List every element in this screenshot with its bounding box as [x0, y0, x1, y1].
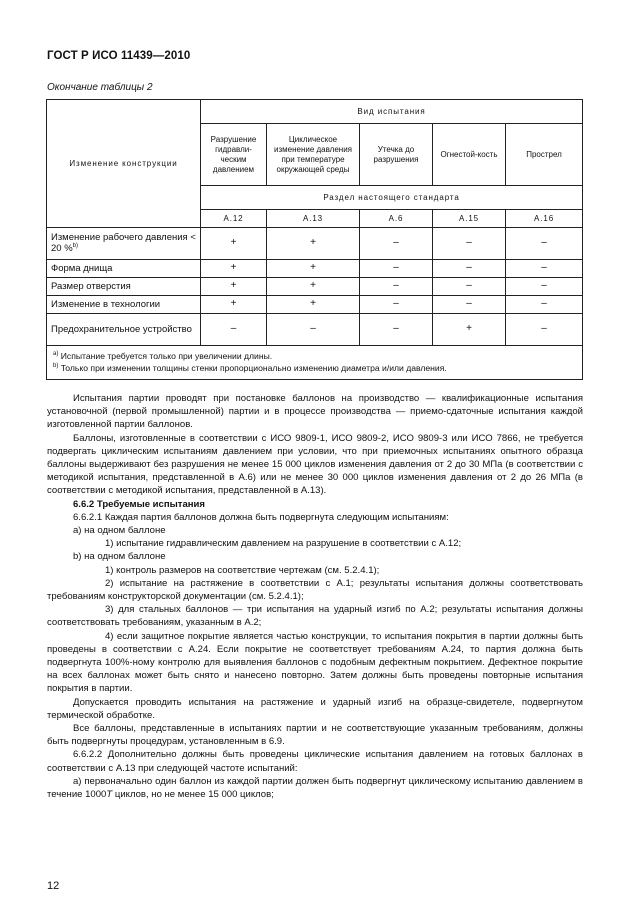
table-cell: – [360, 260, 433, 278]
table-row [47, 296, 583, 314]
table-cell: – [433, 278, 506, 296]
paragraph: Все баллоны, представленные в испытаниях партии и не соответствующие указанным требованиям, должны быть подвергнуты процедурам, установленным в 6.9. [47, 723, 583, 748]
document-header: ГОСТ Р ИСО 11439—2010 [47, 50, 191, 62]
section-ref: А.13 [267, 210, 360, 228]
row-label: Изменение в технологии [47, 296, 201, 314]
body-text [47, 392, 583, 801]
table-cell: – [433, 260, 506, 278]
table-cell: + [201, 228, 267, 260]
group-header-cell: Вид испытания [201, 100, 583, 124]
table-row [47, 228, 583, 260]
section-ref: А.15 [433, 210, 506, 228]
section-header-cell: Раздел настоящего стандарта [201, 186, 583, 210]
section-ref: А.16 [506, 210, 583, 228]
table-cell: – [506, 314, 583, 346]
row-label: Предохранительное устройство [47, 314, 201, 346]
table-cell: + [267, 260, 360, 278]
list-item: b) на одном баллоне [73, 551, 166, 563]
table-cell: + [201, 296, 267, 314]
list-item: 2) испытание на растяжение в соответствии с А.1; результаты испытания должны соответствовать требованиям конструкторской документации (см. 5.2.4.1); [47, 577, 583, 603]
section-ref: А.6 [360, 210, 433, 228]
tests-table [46, 99, 583, 380]
table-cell: + [267, 296, 360, 314]
row-label: Форма днища [47, 260, 201, 278]
section-ref: А.12 [201, 210, 267, 228]
table-cell: – [506, 260, 583, 278]
table-footnotes [47, 346, 583, 380]
table-cell: – [433, 228, 506, 260]
list-item: 3) для стальных баллонов — три испытания на ударный изгиб по А.2; результаты испытания должны соответствовать требованиям, указанным в А.2; [47, 604, 583, 629]
table-cell: + [267, 228, 360, 260]
table-cell: + [201, 278, 267, 296]
column-header: Утечка до разрушения [360, 124, 433, 186]
section-heading: 6.6.2 Требуемые испытания [73, 498, 205, 510]
table-cell: – [360, 278, 433, 296]
table-row [47, 314, 583, 346]
table-cell: – [433, 296, 506, 314]
table-cell: – [506, 296, 583, 314]
table-caption: Окончание таблицы 2 [47, 82, 153, 93]
table-row [47, 278, 583, 296]
paragraph: a) первоначально один баллон из каждой партии должен быть подвергнут циклическому испытанию давлением в течение 1000T циклов, но не менее 15 000 циклов; [47, 775, 583, 801]
table-cell: – [201, 314, 267, 346]
table-cell: – [506, 278, 583, 296]
table-cell: – [506, 228, 583, 260]
table-cell: – [360, 296, 433, 314]
column-header: Разрушение гидравли-ческим давлением [201, 124, 267, 186]
table-row [47, 260, 583, 278]
paragraph: Баллоны, изготовленные в соответствии с ИСО 9809-1, ИСО 9809-2, ИСО 9809-3 или ИСО 7866, не требуется подвергать циклическим испытаниям давлением при условии, что при приемочных испытаниях опытного образца баллоны выдерживают без разрушения не менее 15 000 циклов изменения давления от 2 до 30 МПа (в соответствии с методикой испытания, представленной в А.6) или не менее 30 000 циклов изменения давления от 2 до 26 МПа (в соответствии с методикой испытания, представленной в А.13). [47, 432, 583, 497]
list-item: 1) контроль размеров на соответствие чертежам (см. 5.2.4.1); [105, 564, 380, 576]
table-cell: + [433, 314, 506, 346]
table-cell: + [267, 278, 360, 296]
footnote-mark: b) [72, 243, 78, 250]
table-cell: + [201, 260, 267, 278]
table-cell: – [360, 314, 433, 346]
column-header: Циклическое изменение давления при температуре окружающей среды [267, 124, 360, 186]
table-cell: – [360, 228, 433, 260]
paragraph: Допускается проводить испытания на растяжение и ударный изгиб на образце-свидетеле, подвергнутом термической обработке. [47, 696, 583, 721]
row-header-cell: Изменение конструкции [47, 100, 201, 228]
page-number: 12 [47, 880, 60, 892]
paragraph: 6.6.2.2 Дополнительно должны быть проведены циклические испытания давлением на готовых баллонах в соответствии с А.13 при следующей частоте испытаний: [47, 749, 583, 774]
column-header: Огнестой-кость [433, 124, 506, 186]
list-item: 1) испытание гидравлическим давлением на разрушение в соответствии с А.12; [105, 538, 462, 550]
table-cell: – [267, 314, 360, 346]
footnote-b: $^{b)}$ Только при изменении толщины стенки пропорционально изменению диаметра и/или давления. [53, 363, 447, 374]
paragraph: 6.6.2.1 Каждая партия баллонов должна быть подвергнута следующим испытаниям: [73, 511, 449, 523]
row-label: Размер отверстия [47, 278, 201, 296]
footnote-a: $^{a)}$ Испытание требуется только при увеличении длины. [53, 351, 273, 361]
column-header: Прострел [506, 124, 583, 186]
row-label: Изменение рабочего давления < 20 %$^{b)}$ [47, 228, 201, 260]
list-item: 4) если защитное покрытие является частью конструкции, то испытания покрытия в партии должны быть проведены в соответствии с А.24. Если покрытие не соответствует требованиям А.24, то партия должна быть подвергнута 100%-ному контролю для выявления баллонов с подобным дефектным покрытием. Дефектное покрытие на всех баллонах может быть снято и нанесено повторно. Затем должны быть проведены повторные испытания покрытия в партии. [47, 630, 583, 695]
list-item: a) на одном баллоне [73, 525, 166, 537]
paragraph: Испытания партии проводят при постановке баллонов на производство — квалификационные испытания установочной (первой промышленной) партии и в процессе производства — приемо-сдаточные испытания каждой изготовленной партии баллонов. [47, 393, 583, 431]
